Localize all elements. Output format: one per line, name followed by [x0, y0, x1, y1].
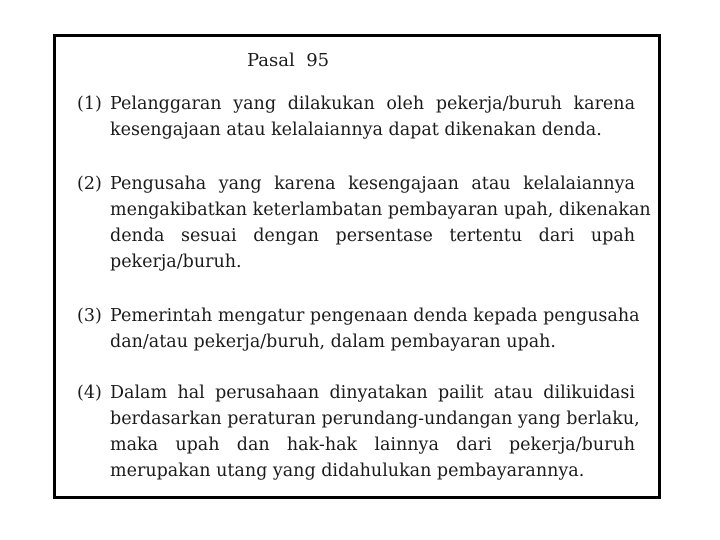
- clause-line: denda sesuai dengan persentase tertentu dari upah: [110, 226, 635, 246]
- clause-1: [77, 91, 635, 143]
- clause-2: [77, 171, 651, 275]
- clause-line: Pelanggaran yang dilakukan oleh pekerja/buruh karena: [110, 94, 635, 114]
- clause-line: mengakibatkan keterlambatan pembayaran upah, dikenakan: [110, 200, 651, 220]
- clause-line: Pengusaha yang karena kesengajaan atau kelalaiannya: [110, 174, 635, 194]
- clause-line: kesengajaan atau kelalaiannya dapat dikenakan denda.: [110, 120, 602, 140]
- clause-line: merupakan utang yang didahulukan pembayarannya.: [110, 461, 585, 481]
- clause-text: [110, 380, 640, 484]
- article-title: Pasal 95: [247, 50, 330, 71]
- clause-number: (2): [77, 174, 102, 194]
- clause-line: maka upah dan hak-hak lainnya dari pekerja/buruh: [110, 435, 635, 455]
- clause-line: dan/atau pekerja/buruh, dalam pembayaran upah.: [110, 332, 556, 352]
- clause-text: [110, 91, 635, 143]
- clause-number: (4): [77, 383, 102, 403]
- clause-number: (1): [77, 94, 102, 114]
- clause-text: [110, 303, 640, 355]
- clause-number: (3): [77, 306, 102, 326]
- clause-line: Dalam hal perusahaan dinyatakan pailit atau dilikuidasi: [110, 383, 635, 403]
- clause-text: [110, 171, 651, 275]
- clause-line: pekerja/buruh.: [110, 252, 242, 272]
- clause-3: [77, 303, 640, 355]
- clause-line: Pemerintah mengatur pengenaan denda kepada pengusaha: [110, 306, 640, 326]
- clause-line: berdasarkan peraturan perundang-undangan yang berlaku,: [110, 409, 640, 429]
- clause-4: [77, 380, 640, 484]
